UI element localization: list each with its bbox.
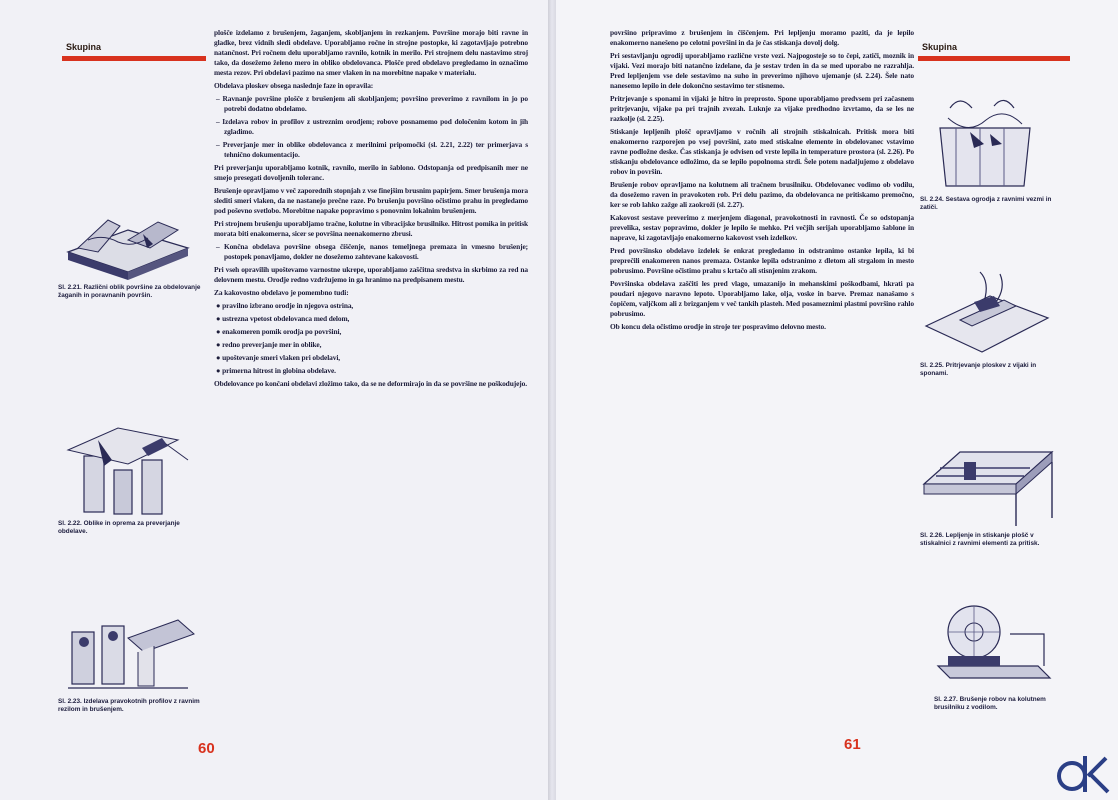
paragraph: Površinska obdelava zaščiti les pred vlago, umazanijo in mehanskimi poškodbami, hkrati pa poudari njegovo naravno lepoto. Uporabljamo lake, olja, voske in barve. Premaz nanašamo s čopičem, valjčkom ali z brizganjem v več tankih plasteh. Med posameznimi plastmi površino rahlo pobrusimo.: [610, 279, 914, 318]
paragraph: – Ravnanje površine plošče z brušenjem ali skobljanjem; površino preverimo z ravnilom in jo po potrebi dodatno obdelamo.: [216, 94, 528, 113]
figure-4-caption: Sl. 2.24. Sestava ogrodja z ravnimi vezmi in zatiči.: [920, 196, 1052, 211]
figure-5-caption: Sl. 2.25. Pritrjevanje ploskev z vijaki in sponami.: [920, 362, 1037, 377]
figure-1-illustration: [58, 200, 198, 280]
paragraph: Pri strojnem brušenju uporabljamo tračne, kolutne in vibracijske brusilnike. Hitrost pomika in pritisk morata biti enakomerna, sicer se površina neenakomerno zbrusi.: [214, 219, 528, 238]
left-figure-2: [58, 420, 208, 536]
right-text-column: [610, 28, 914, 740]
book-spine: [548, 0, 556, 800]
paragraph: Obdelovance po končani obdelavi zložimo tako, da se ne deformirajo in da se površine ne poškodujejo.: [214, 379, 527, 388]
figure-7-caption: Sl. 2.27. Brušenje robov na kolutnem brusilniku z vodilom.: [934, 696, 1046, 711]
figure-6-caption: Sl. 2.26. Lepljenje in stiskanje plošč v stiskalnici z ravnimi elementi za pritisk.: [920, 532, 1040, 547]
bullet-item: ● pravilno izbrano orodje in njegova ostrina,: [216, 301, 354, 310]
bullet-item: ● primerna hitrost in globina obdelave.: [216, 366, 336, 375]
figure-4-illustration: [920, 88, 1050, 192]
right-figure-3: [920, 438, 1056, 548]
right-section-tab: Skupina: [918, 42, 1070, 61]
figure-5-illustration: [920, 262, 1050, 358]
paragraph: Stiskanje lepljenih plošč opravljamo v ročnih ali strojnih stiskalnicah. Pritisk mora biti enakomerno razporejen po vsej površini, zato med stiskalne elemente in obdelovanec vstavimo ravne podložne deske. Čas stiskanja je odvisen od vrste lepila in temperature prostora (sl. 2.26). Po stiskanju obdelovance odložimo, da se lepilo popolnoma strdi. Šele potem nadaljujemo z obdelavo robov in površin.: [610, 127, 914, 176]
paragraph: Pri vseh opravilih upoštevamo varnostne ukrepe, uporabljamo zaščitna sredstva in skrbimo za red na delovnem mestu. Orodje redno vzdržujemo in ga hranimo na predpisanem mestu.: [214, 265, 528, 284]
paragraph: – Izdelava robov in profilov z ustreznim orodjem; robove posnamemo pod določenim kotom in jih zgladimo.: [216, 117, 528, 136]
paragraph: Kakovost sestave preverimo z merjenjem diagonal, pravokotnosti in ravnosti. Če so odstopanja prevelika, sestav popravimo, dokler je lepilo še mehko. Pri večjih serijah uporabljamo šablone in naprave, ki zagotavljajo enakomerno kakovost vseh izdelkov.: [610, 213, 914, 242]
paragraph: – Končna obdelava površine obsega čiščenje, nanos temeljnega premaza in vmesno brušenje; postopek ponavljamo, dokler ne dosežemo zahtevane kakovosti.: [216, 242, 528, 261]
paragraph: Pritrjevanje s sponami in vijaki je hitro in preprosto. Spone uporabljamo predvsem pri začasnem pritrjevanju, vijake pa pri trajnih zvezah. Luknje za vijake predhodno izvrtamo, da se les ne razkolje (sl. 2.25).: [610, 94, 914, 123]
paragraph: Za kakovostno obdelavo je pomembno tudi:: [214, 288, 349, 297]
left-text-column: [214, 28, 528, 740]
paragraph: Pred površinsko obdelavo izdelek še enkrat pregledamo in odstranimo ostanke lepila, ki bi preprečili enakomeren nanos premaza. Ostanke lepila odstranimo z dletom ali strgalom in mesto pobrusimo. Površine očistimo prahu s krtačo ali stisnjenim zrakom.: [610, 246, 914, 275]
left-figure-3: [58, 612, 208, 714]
paragraph: Obdelava ploskev obsega naslednje faze in opravila:: [214, 81, 374, 90]
left-page: [0, 0, 548, 800]
paragraph: površino pripravimo z brušenjem in čiščenjem. Pri lepljenju moramo paziti, da je lepilo enakomerno nanešeno po celotni površini in da je čas stiskanja dovolj dolg.: [610, 28, 914, 47]
left-section-tab: Skupina: [62, 42, 206, 61]
paragraph: Pri sestavljanju ogrodij uporabljamo različne vrste vezi. Najpogosteje so to čepi, zatiči, moznik in vijaki. Vezi morajo biti natančno izdelane, da je sestav trden in da se med uporabo ne razrahlja. Pred lepljenjem vse dele sestavimo na suho in preverimo njihovo ujemanje (sl. 2.24). Šele nato nanesemo lepilo in dele dokončno sestavimo ter stisnemo.: [610, 51, 914, 90]
right-figure-1: [920, 88, 1056, 212]
figure-2-illustration: [58, 420, 198, 516]
figure-6-illustration: [920, 438, 1054, 528]
paragraph: Brušenje opravljamo v več zaporednih stopnjah z vse finejšim brusnim papirjem. Smer brušenja mora slediti smeri vlaken, da ne nastanejo prečne raze. Po brušenju površino očistimo prahu in pregledamo pod poševno svetlobo. Morebitne napake popravimo s ponovnim lokalnim brušenjem.: [214, 186, 528, 215]
paragraph: plošče izdelamo z brušenjem, žaganjem, skobljanjem in rezkanjem. Površine morajo biti ravne in gladke, brez vidnih sledi obdelave. Uporabljamo ročne in strojne postopke, ki zagotavljajo potrebno natančnost. Pri ročnem delu uporabljamo ravnilo, kotnik in merilo. Pri strojnem delu nastavimo stroj tako, da dosežemo želeno mero in obliko obdelovanca. Plošče pred obdelavo pregledamo in označimo mesta rezov. Pri obdelavi pazimo na smer vlaken in na morebitne napake v materialu.: [214, 28, 528, 77]
paragraph: Brušenje robov opravljamo na kolutnem ali tračnem brusilniku. Obdelovanec vodimo ob vodilu, da dosežemo raven in pravokoten rob. Pri delu pazimo, da obdelovanca ne pritiskamo premočno, ker se rob lahko zažge ali zaokroži (sl. 2.27).: [610, 180, 914, 209]
bullet-item: ● redno preverjanje mer in oblike,: [216, 340, 322, 349]
right-figure-2: [920, 262, 1056, 378]
paragraph: Pri preverjanju uporabljamo kotnik, ravnilo, merilo in šablono. Odstopanja od predpisanih mer ne smejo presegati dovoljenih toleranc.: [214, 163, 528, 182]
figure-7-illustration: [934, 600, 1054, 692]
figure-3-illustration: [58, 612, 198, 694]
bullet-item: ● upoštevanje smeri vlaken pri obdelavi,: [216, 353, 341, 362]
left-figure-1: [58, 200, 208, 300]
bullet-item: ● enakomeren pomik orodja po površini,: [216, 327, 342, 336]
bullet-item: ● ustrezna vpetost obdelovanca med delom,: [216, 314, 350, 323]
publisher-logo: [1052, 752, 1112, 796]
figure-3-caption: Sl. 2.23. Izdelava pravokotnih profilov z ravnim rezilom in brušenjem.: [58, 698, 200, 713]
right-figure-4: [934, 600, 1058, 712]
paragraph: Ob koncu dela očistimo orodje in stroje ter pospravimo delovno mesto.: [610, 322, 826, 331]
figure-2-caption: Sl. 2.22. Oblike in oprema za preverjanje obdelave.: [58, 520, 180, 535]
right-page: [556, 0, 1118, 800]
right-page-number: 61: [844, 736, 861, 753]
left-page-number: 60: [198, 740, 215, 757]
paragraph: – Preverjanje mer in oblike obdelovanca z merilnimi pripomočki (sl. 2.21, 2.22) ter primerjava s tehnično dokumentacijo.: [216, 140, 528, 159]
figure-1-caption: Sl. 2.21. Različni oblik površine za obdelovanje žaganih in poravnanih površin.: [58, 284, 201, 299]
